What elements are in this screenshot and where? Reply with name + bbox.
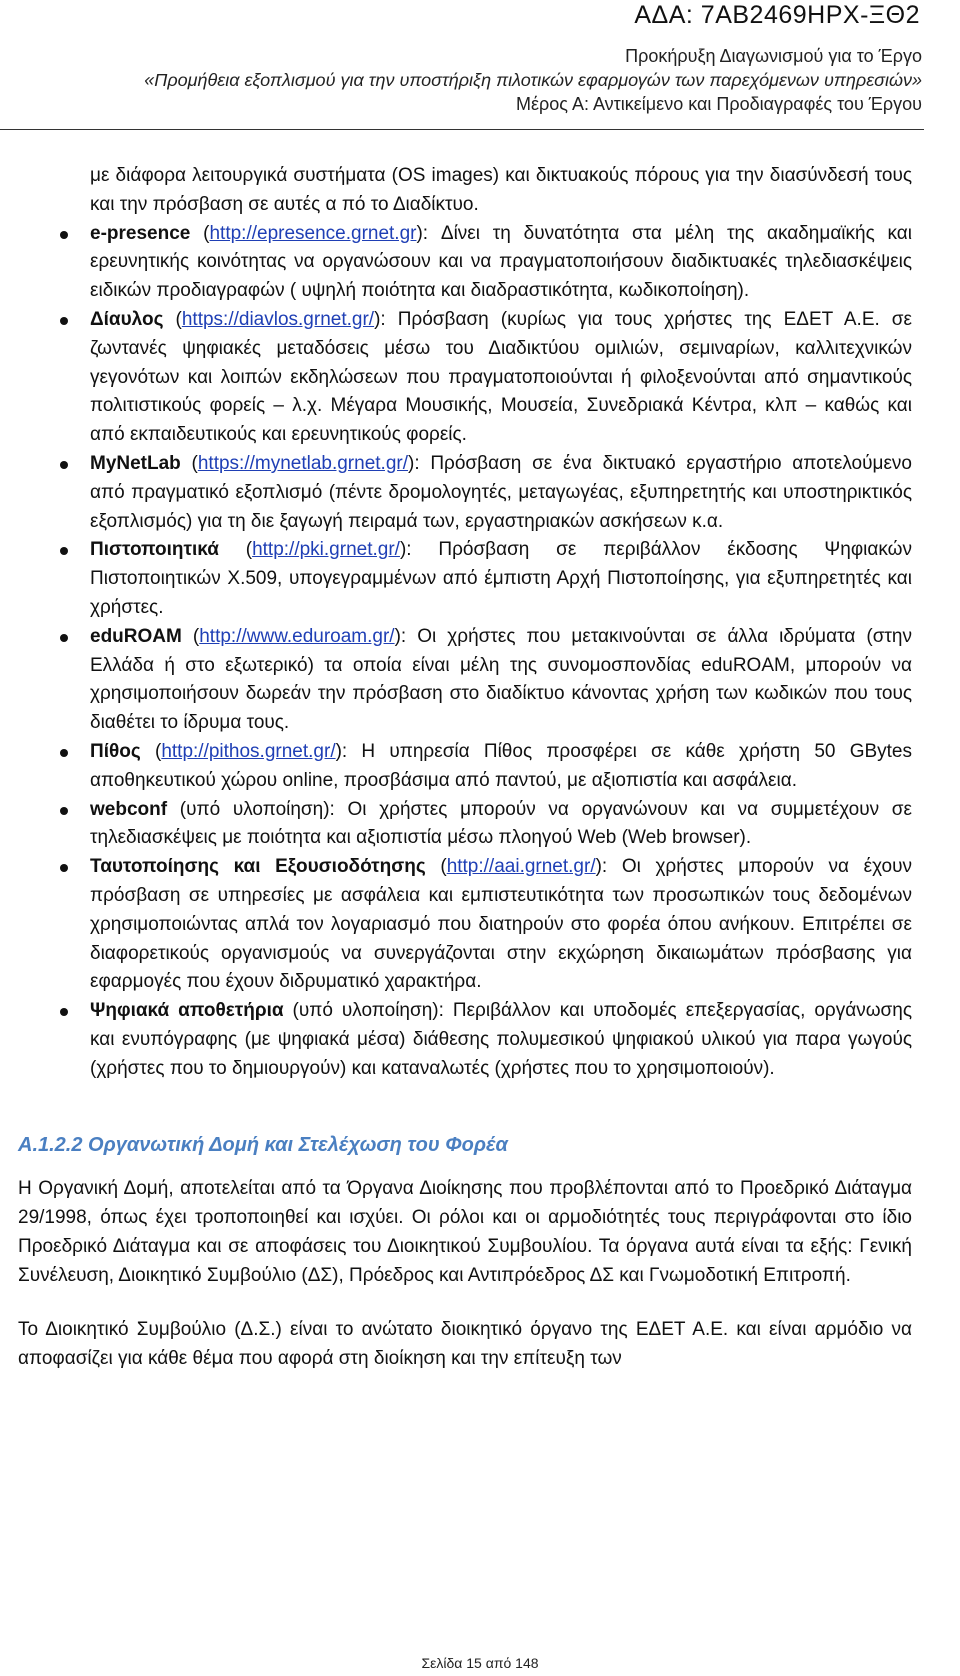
list-item-certificates: Πιστοποιητικά (http://pki.grnet.gr/): Πρόσβαση σε περιβάλλον έκδοσης Ψηφιακών Πιστοποιητικών Χ.509, υπογεγραμμένων από έμπιστη Αρχή Πιστοποίησης, για εξυπηρετητές και χρήστες. xyxy=(18,536,912,622)
service-description: (υπό υλοποίηση): Περιβάλλον και υποδομές επεξεργασίας, οργάνωσης και ενυπόγραφης (με ψηφιακά μέσα) διάθεσης πολυμεσικού ψηφιακού υλικού για παρα γωγούς (χρήστες που το δημιουργούν) και καταναλωτές (χρήστες που το χρησιμοποιούν). xyxy=(90,1000,913,1079)
ada-code: ΑΔΑ: 7ΑΒ2469ΗΡΧ-ΞΘ2 xyxy=(634,1,920,29)
service-link[interactable]: http://www.eduroam.gr/ xyxy=(199,625,395,647)
list-item-pithos: Πίθος (http://pithos.grnet.gr/): Η υπηρεσία Πίθος προσφέρει σε κάθε χρήστη 50 GBytes αποθηκευτικού χώρου online, προσβάσιμα από παντού, με αξιοπιστία και ασφάλεια. xyxy=(18,738,912,796)
service-description: ): Πρόσβαση (κυρίως για τους χρήστες της ΕΔΕΤ Α.Ε. σε ζωντανές ψηφιακές μεταδόσεις μέσω του Διαδικτύου ομιλιών, σεμιναρίων, καλλιτεχνικών γεγονότων και λοιπών εκδηλώσεων που πραγματοποιούνται ή φιλοξενούνται από σημαντικούς πολιτιστικούς φορείς – λ.χ. Μέγαρα Μουσικής, Μουσεία, Συνεδριακά Κέντρα, κλπ – καθώς και από εκπαιδευτικούς και ερευνητικούς φορείς. xyxy=(90,308,912,446)
section-paragraph-1: Η Οργανική Δομή, αποτελείται από τα Όργανα Διοίκησης που προβλέπονται από το Προεδρικό Διάταγμα 29/1998, όπως έχει τροποποιηθεί και ισχύει. Οι ρόλοι και οι αρμοδιότητές τους περιγράφονται στο ίδιο Προεδρικό Διάταγμα και σε αποφάσεις του Διοικητικού Συμβουλίου. Τα όργανα αυτά είναι τα εξής: Γενική Συνέλευση, Διοικητικό Συμβούλιο (ΔΣ), Πρόεδρος και Αντιπρόεδρος ΔΣ και Γνωμοδοτική Επιτροπή. xyxy=(18,1178,912,1286)
document-header xyxy=(144,44,922,116)
service-name: e-presence xyxy=(90,222,191,244)
service-description: ): Οι χρήστες μπορούν να έχουν πρόσβαση σε υπηρεσίες με ασφάλεια και εμπιστευτικότητα των προσωπικών τους δεδομένων χρησιμοποιώντας απλά τον λογαριασμό που διατηρούν στο φορέα όπου ανήκουν. Επιτρέπει σε διαφορετικούς οργανισμούς να συνεργάζονται στην εκχώρηση δικαιωμάτων πρόσβασης για εφαρμογές που έχουν διδρυματικό χαρακτήρα. xyxy=(90,856,913,993)
service-name: Πιστοποιητικά xyxy=(90,539,219,561)
page-number: Σελίδα 15 από 148 xyxy=(421,1655,539,1671)
bullet-icon xyxy=(60,231,68,239)
list-item-authentication: Ταυτοποίησης και Εξουσιοδότησης (http://aai.grnet.gr/): Οι χρήστες μπορούν να έχουν πρόσβαση σε υπηρεσίες με ασφάλεια και εμπιστευτικότητα των προσωπικών τους δεδομένων χρησιμοποιώντας απλά τον λογαριασμό που διατηρούν στο φορέα όπου ανήκουν. Επιτρέπει σε διαφορετικούς οργανισμούς να συνεργάζονται στην εκχώρηση δικαιωμάτων πρόσβασης για εφαρμογές που έχουν διδρυματικό χαρακτήρα. xyxy=(18,853,912,997)
service-link[interactable]: https://mynetlab.grnet.gr/ xyxy=(197,452,409,474)
service-link[interactable]: https://diavlos.grnet.gr/ xyxy=(181,308,375,330)
service-description: (υπό υλοποίηση): Οι χρήστες μπορούν να οργανώνουν και να συμμετέχουν σε τηλεδιασκέψεις με ποιότητα και αξιοπιστία μέσω πλοηγού Web (Web browser). xyxy=(90,798,912,849)
service-description: ): Η υπηρεσία Πίθος προσφέρει σε κάθε χρήστη 50 GBytes αποθηκευτικού χώρου online, προσβάσιμα από παντού, με αξιοπιστία και ασφάλεια. xyxy=(90,740,912,791)
header-project-name: «Προμήθεια εξοπλισμού για την υποστήριξη πιλοτικών εφαρμογών των παρεχόμενων υπηρεσιών» xyxy=(144,70,922,90)
service-description: ): Δίνει τη δυνατότητα στα μέλη της ακαδημαϊκής και ερευνητικής κοινότητας να οργανώσουν και να πραγματοποιήσουν διαδικτυακές τηλεδιασκέψεις ειδικών προδιαγραφών ( υψηλή ποιότητα και διαδραστικότητα, κωδικοποίηση). xyxy=(90,222,913,302)
service-link[interactable]: http://epresence.grnet.gr xyxy=(209,222,417,244)
list-item-diavlos: Δίαυλος (https://diavlos.grnet.gr/): Πρόσβαση (κυρίως για τους χρήστες της ΕΔΕΤ Α.Ε. σε ζωντανές ψηφιακές μεταδόσεις μέσω του Διαδικτύου ομιλιών, σεμιναρίων, καλλιτεχνικών γεγονότων και λοιπών εκδηλώσεων που πραγματοποιούνται ή φιλοξενούνται από σημαντικούς πολιτιστικούς φορείς – λ.χ. Μέγαρα Μουσικής, Μουσεία, Συνεδριακά Κέντρα, κλπ – καθώς και από εκπαιδευτικούς και ερευνητικούς φορείς. xyxy=(18,306,912,450)
continuation-text: με διάφορα λειτουργικά συστήματα (OS images) και δικτυακούς πόρους για την διασύνδεσή τους και την πρόσβαση σε αυτές α πό το Διαδίκτυο. xyxy=(90,165,912,215)
service-name: eduROAM xyxy=(90,625,182,647)
service-name: Πίθος xyxy=(90,740,141,762)
service-link[interactable]: http://pki.grnet.gr/ xyxy=(252,539,400,561)
service-description: ): Πρόσβαση σε ένα δικτυακό εργαστήριο αποτελούμενο από πραγματικό εξοπλισμό (πέντε δρομολογητές, μεταγωγέας, εξυπηρετητής και υποστηρικτικός εξοπλισμός) για τη διε ξαγωγή πειραμά των, εργαστηριακών ασκήσεων κ.α. xyxy=(90,452,912,532)
services-list xyxy=(18,220,912,1084)
bullet-icon xyxy=(60,749,68,757)
service-name: webconf xyxy=(90,798,168,820)
header-part: Μέρος Α: Αντικείμενο και Προδιαγραφές του Έργου xyxy=(516,94,922,114)
service-name: Ψηφιακά αποθετήρια xyxy=(90,1000,284,1022)
service-link[interactable]: http://aai.grnet.gr/ xyxy=(446,856,596,878)
bullet-icon xyxy=(60,807,68,815)
list-item-mynetlab: MyNetLab (https://mynetlab.grnet.gr/): Πρόσβαση σε ένα δικτυακό εργαστήριο αποτελούμενο από πραγματικό εξοπλισμό (πέντε δρομολογητές, μεταγωγέας, εξυπηρετητής και υποστηρικτικός εξοπλισμός) για τη διε ξαγωγή πειραμά των, εργαστηριακών ασκήσεων κ.α. xyxy=(18,450,912,536)
section-paragraph-2: Το Διοικητικό Συμβούλιο (Δ.Σ.) είναι το ανώτατο διοικητικό όργανο της ΕΔΕΤ Α.Ε. και είναι αρμόδιο να αποφασίζει για κάθε θέμα που αφορά στη διοίκηση και την επίτευξη των xyxy=(18,1319,912,1370)
service-link[interactable]: http://pithos.grnet.gr/ xyxy=(161,740,336,762)
list-item-e-presence: e-presence (http://epresence.grnet.gr): Δίνει τη δυνατότητα στα μέλη της ακαδημαϊκής και ερευνητικής κοινότητας να οργανώσουν και να πραγματοποιήσουν διαδικτυακές τηλεδιασκέψεις ειδικών προδιαγραφών ( υψηλή ποιότητα και διαδραστικότητα, κωδικοποίηση). xyxy=(18,220,912,306)
bullet-icon xyxy=(60,1008,68,1016)
service-description: ): Πρόσβαση σε περιβάλλον έκδοσης Ψηφιακών Πιστοποιητικών Χ.509, υπογεγραμμένων από έμπιστη Αρχή Πιστοποίησης, για εξυπηρετητές και χρήστες. xyxy=(90,539,912,618)
bullet-icon xyxy=(60,634,68,642)
page-body xyxy=(18,162,912,1374)
service-description: ): Οι χρήστες που μετακινούνται σε άλλα ιδρύματα (στην Ελλάδα ή στο εξωτερικό) τα οποία είναι μέλη της συνομοσπονδίας eduROAM, μπορούν να χρησιμοποιήσουν δωρεάν την πρόσβαση στο διαδίκτυο κάνοντας χρήση των κωδικών που τους διαθέτει το ίδρυμα τους. xyxy=(90,625,912,734)
list-item-repositories xyxy=(18,997,912,1083)
service-name: Δίαυλος xyxy=(90,308,164,330)
service-name: MyNetLab xyxy=(90,452,181,474)
bullet-icon xyxy=(60,864,68,872)
bullet-icon xyxy=(60,547,68,555)
section-heading: Α.1.2.2 Οργανωτική Δομή και Στελέχωση του Φορέα xyxy=(18,1133,508,1156)
list-item-webconf xyxy=(18,796,912,854)
header-title: Προκήρυξη Διαγωνισμού για το Έργο xyxy=(625,46,922,66)
bullet-icon xyxy=(60,317,68,325)
list-item-eduroam: eduROAM (http://www.eduroam.gr/): Οι χρήστες που μετακινούνται σε άλλα ιδρύματα (στην Ελλάδα ή στο εξωτερικό) τα οποία είναι μέλη της συνομοσπονδίας eduROAM, μπορούν να χρησιμοποιήσουν δωρεάν την πρόσβαση στο διαδίκτυο κάνοντας χρήση των κωδικών που τους διαθέτει το ίδρυμα τους. xyxy=(18,623,912,738)
header-divider xyxy=(0,129,924,130)
bullet-icon xyxy=(60,461,68,469)
service-name: Ταυτοποίησης και Εξουσιοδότησης xyxy=(90,856,426,878)
